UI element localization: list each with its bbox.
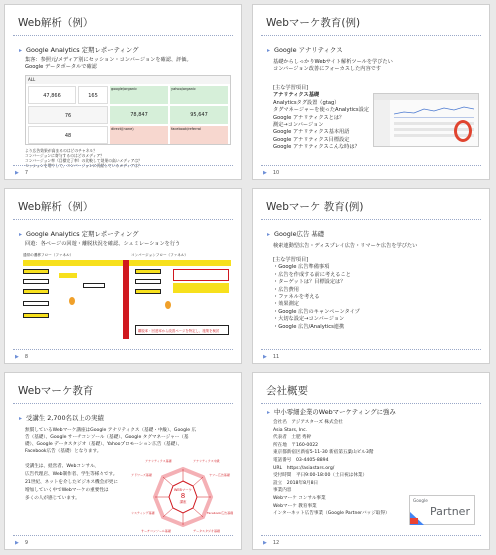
footer-divider: [13, 535, 233, 536]
metric-cell: 78,847: [110, 106, 168, 124]
metric-cell: facebook/referral: [170, 126, 228, 144]
list-item: ・Google 広告/Analytics連携: [273, 323, 345, 330]
dashboard-notes: より広告効果が高まるのはどのチャネル？ コンバージョンに寄与するのはどのメディア？ コンバージョン率（目標完了率）の比較して効果の高いメディアは？ セッションを増やして、コンバージョンに貢献しているメディアは？: [25, 148, 142, 168]
slide-bullet: [267, 407, 396, 416]
metric-cell: yahoo/organic: [170, 86, 228, 104]
slide-footer: [15, 170, 28, 176]
wheel-label: リスティング基礎: [131, 511, 155, 515]
footer-divider: [13, 165, 233, 166]
info-row: インターネット広告事業（Google Partnerバッジ取得）: [273, 511, 390, 517]
bullet-icon: ▸: [267, 409, 271, 416]
list-head: [主な学習項目]: [273, 85, 309, 91]
analytics-screenshot-thumbnail: [373, 93, 479, 147]
info-row: 事業内容: [273, 488, 292, 494]
google-partner-badge: [409, 495, 475, 525]
info-row: 代表者 土肥 秀幹: [273, 435, 312, 441]
list-item: ・ファネルを考える: [273, 294, 320, 301]
page-number: 8: [24, 354, 29, 360]
title-divider: [13, 219, 233, 220]
company-info: [273, 419, 390, 518]
metric-cell: 95,647: [170, 106, 228, 124]
list-item: Google アナリティクス基本用語: [273, 129, 350, 136]
slide-bullet: [267, 229, 324, 238]
info-row: 会社名 アジアスターズ 株式会社: [273, 420, 343, 425]
list-item: ・大切な設定→コンバージョン: [273, 316, 345, 323]
list-item: Google アナリティクスこんな時は？: [273, 144, 360, 151]
title-divider: [13, 403, 233, 404]
list-item: ・効果測定: [273, 301, 299, 308]
wheel-label: アドワーズ基礎: [131, 473, 152, 477]
footer-divider: [261, 349, 481, 350]
flow-note: 離脱率・回遊率から改善ページを特定し、施策を検討: [135, 325, 229, 335]
metric-cell: 76: [28, 106, 108, 124]
info-row: 設立 2018年8月8日: [273, 480, 319, 486]
dashboard-header: ALL: [26, 76, 230, 84]
list-item: タグマネージャーを使ったAnalytics設定: [273, 107, 369, 114]
wheel-label: ヤフー広告基礎: [209, 473, 230, 477]
list-item: ・Google 広告のキャンペーンタイプ: [273, 308, 360, 315]
page-number: 10: [272, 170, 280, 176]
wheel-center-label: WEBマーケ 8 講座: [174, 488, 192, 504]
slide-web-analytics-flow[interactable]: [4, 188, 242, 364]
list-item: ・広告を作成する前に考えること: [273, 271, 351, 278]
wheel-label: サーチコンソール基礎: [141, 529, 171, 533]
footer-divider: [13, 349, 233, 350]
bullet-text: Google Analytics 定期レポーティング: [26, 46, 139, 54]
slide-title: Web解析（例）: [18, 17, 94, 29]
slide-lines: 検索連動型広告・ディスプレイ広告・リマーケ広告を学びたい: [273, 243, 418, 249]
slide-lines: [25, 57, 192, 72]
footer-divider: [261, 535, 481, 536]
list-item: ・Google 広告準備事項: [273, 264, 330, 271]
slide-footer: [263, 540, 279, 546]
info-row: Webマーケ 教育事業: [273, 503, 317, 509]
slide-title: Web解析（例）: [18, 201, 94, 213]
bullet-icon: ▸: [267, 47, 271, 54]
bullet-text: Google広告 基礎: [274, 230, 325, 238]
line: 集客：参照元/メディア別にセッション・コンバージョンを確認、評価。: [25, 57, 192, 63]
slide-analytics-education[interactable]: [252, 4, 490, 180]
list-item: ・ターゲットは？目標設定は？: [273, 279, 346, 286]
title-divider: [261, 403, 481, 404]
footer-triangle-icon: ▶: [15, 540, 19, 546]
slide-web-analytics-traffic[interactable]: [4, 4, 242, 180]
slide-bullet: [19, 229, 139, 238]
list-title: アナリティクス基礎: [273, 92, 320, 99]
footer-triangle-icon: ▶: [15, 170, 19, 176]
flow-label: 通常の遷移フロー（ファネル）: [23, 253, 74, 257]
page-number: 9: [24, 540, 29, 546]
metric-cell: direct/(none): [110, 126, 168, 144]
footer-triangle-icon: ▶: [263, 540, 267, 546]
slide-bullet: [267, 45, 343, 54]
badge-corner-accent: [410, 518, 418, 524]
slide-footer: [263, 170, 279, 176]
footer-triangle-icon: ▶: [263, 354, 267, 360]
slide-title: Webマーケ教育(例): [266, 17, 361, 29]
slide-web-marketing-education[interactable]: [4, 372, 242, 550]
slide-google-ads-education[interactable]: [252, 188, 490, 364]
bullet-icon: ▸: [19, 231, 23, 238]
metric-cell: 47,866: [28, 86, 76, 104]
info-row: Asia Stars, Inc.: [273, 427, 308, 433]
wheel-label: データスタジオ基礎: [193, 529, 221, 533]
analytics-dashboard: [25, 75, 231, 145]
wheel-label: アナリティクス基礎: [145, 459, 172, 463]
metric-cell: 48: [28, 126, 108, 144]
slide-footer: [15, 540, 28, 546]
slide-bullet: [19, 413, 104, 422]
page-number: 12: [272, 540, 280, 546]
info-row: 電話番号 03-4405-8894: [273, 457, 329, 463]
info-row: Webマーケ コンサル事業: [273, 495, 326, 501]
line: Google データポータルで確認: [25, 64, 97, 71]
bullet-text: Google アナリティクス: [274, 46, 343, 54]
slide-lines: 無償しているWebマーケ講座はGoogle アナリティクス（基礎・中級）、Google 広 告（基礎）、Google サーチコンソール（基礎）、Google タグマネージャー（基 礎）、Google データスタジオ（基礎）、Yahooプロモーション広告（基礎）、 Facebook広告（基礎）となります。: [25, 428, 197, 454]
slide-company-overview[interactable]: [252, 372, 490, 550]
page-number: 11: [272, 354, 280, 360]
list-item: Analyticsタグ設置（gtag）: [273, 99, 340, 106]
bullet-icon: ▸: [19, 415, 23, 422]
list-item: Google アナリティクスとは？: [273, 114, 345, 121]
footer-triangle-icon: ▶: [263, 170, 267, 176]
course-wheel: [131, 457, 235, 537]
title-divider: [13, 35, 233, 36]
wheel-label: Facebook広告基礎: [207, 511, 234, 515]
learning-list: [273, 257, 360, 331]
bullet-icon: ▸: [19, 47, 23, 54]
bullet-text: 中小零細企業のWebマーケティングに強み: [274, 408, 396, 416]
info-row: 受付時間 平日9:00-18:00（土日祝は休業）: [273, 473, 368, 479]
footer-triangle-icon: ▶: [15, 354, 19, 360]
footer-divider: [261, 165, 481, 166]
list-item: Google アナリティクス目標設定: [273, 136, 350, 143]
slide-lines: 基礎からしっかりWebサイト解析ツールを学びたい コンバージョン改善にフォーカスした内容です: [273, 59, 393, 73]
line-chart-thumbnail: [394, 104, 474, 118]
bullet-icon: ▸: [267, 231, 271, 238]
slide-footer: [15, 354, 28, 360]
learning-list: [273, 85, 369, 152]
slide-title: 会社概要: [266, 385, 308, 397]
info-row: 所在地 〒160-0022: [273, 442, 319, 448]
slide-title: Webマーケ 教育(例): [266, 201, 364, 213]
list-item: 測定→コンバージョン: [273, 122, 324, 129]
list-head: [主な学習項目]: [273, 257, 309, 263]
slide-footer: [263, 354, 279, 360]
metric-cell: google/organic: [110, 86, 168, 104]
wheel-label: アナリティクス中級: [193, 459, 220, 463]
info-row: URL https://asiastars.org/: [273, 465, 335, 471]
title-divider: [261, 219, 481, 220]
flow-diagram: [23, 253, 231, 339]
slide-lines-secondary: 受講生は、経営者、Webコンサル、 広告代理店、Web制作者、学生等様々です。 21世紀、ネットを介したビジネス機会が更に 増加していく中でWebマーケの重要性は 多くの人が感じています。: [25, 464, 118, 501]
info-row: 東京都新宿区新宿5-11-30 新宿第五葉山ビル3階: [273, 450, 374, 456]
slide-title: Webマーケ教育: [18, 385, 94, 397]
metric-cell: 165: [78, 86, 108, 104]
title-divider: [261, 35, 481, 36]
slide-lines: 回遊：各ページの回遊・離脱状況を確認、シュミレーションを行う: [25, 241, 181, 247]
badge-main-text: Partner: [430, 505, 470, 518]
list-item: ・広告費用: [273, 286, 299, 293]
flow-label: コンバージョンフロー（ファネル）: [131, 253, 189, 257]
badge-top-text: Google: [413, 498, 428, 503]
bullet-text: Google Analytics 定期レポーティング: [26, 230, 139, 238]
page-number: 7: [24, 170, 29, 176]
bullet-text: 受講生 2,700名以上の実績: [26, 414, 104, 422]
slide-bullet: [19, 45, 139, 54]
